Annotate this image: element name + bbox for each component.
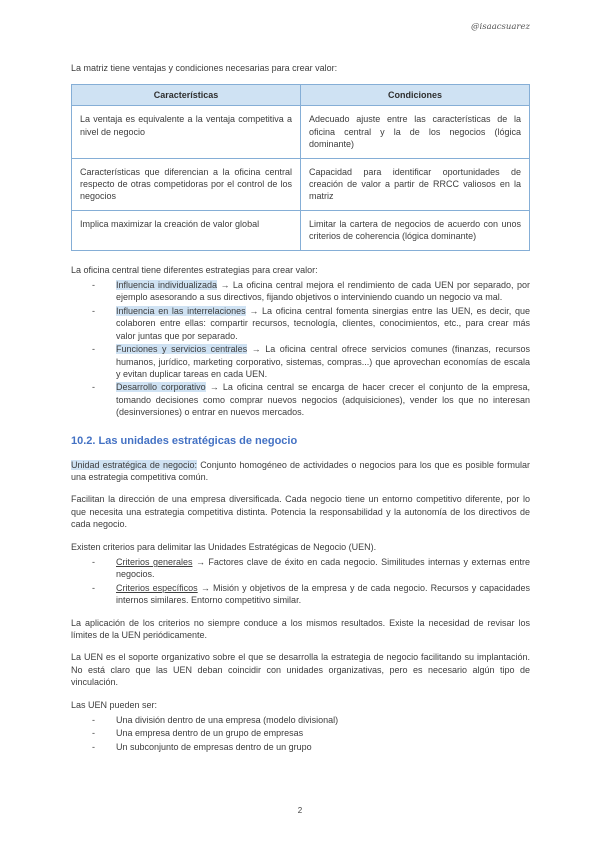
dash-marker: - (92, 728, 95, 739)
table-cell-condicion-3: Limitar la cartera de negocios de acuerdo con unos criterios de coherencia (lógica dominante) (301, 210, 530, 250)
dash-marker: - (92, 582, 95, 593)
dash-marker: - (92, 715, 95, 726)
strategy-text: La oficina central se encarga de hacer crecer el conjunto de la empresa, tomando decisiones como comprar nuevos negocios (adquisiciones), vender los que no interesan (desinversiones) o entrar en nuevos mercados. (116, 382, 530, 418)
criterio-item (86, 556, 530, 581)
table-cell-condicion-1: Adecuado ajuste entre las características de la oficina central y la de los negocios (lógica dominante) (301, 106, 530, 158)
arrow-glyph: → (209, 382, 219, 393)
page-number: 2 (297, 806, 303, 815)
strategies-lead: La oficina central tiene diferentes estrategias para crear valor: (71, 264, 318, 275)
arrow-glyph: → (220, 280, 230, 291)
column-header-caracteristicas: Características (72, 85, 301, 106)
dash-marker: - (92, 305, 95, 316)
column-header-condiciones: Condiciones (301, 85, 530, 106)
uen-type-item (86, 714, 530, 726)
section-heading: 10.2. Las unidades estratégicas de negocio (71, 434, 298, 447)
matrix-table (71, 84, 530, 250)
uen-type-item (86, 741, 530, 753)
definition-text: Conjunto homogéneo de actividades o negocios para los que es posible formular una estrategia competitiva común. (71, 459, 530, 482)
underlined-term: Criterios generales (116, 556, 193, 567)
uen-type-text: Un subconjunto de empresas dentro de un grupo (116, 741, 312, 752)
table-cell-caracteristica-3: Implica maximizar la creación de valor global (72, 210, 301, 250)
highlighted-term: Influencia individualizada (116, 280, 218, 291)
highlighted-term: Influencia en las interrelaciones (116, 305, 246, 316)
criterio-item (86, 582, 530, 607)
table-row (72, 158, 530, 210)
intro-paragraph: La matriz tiene ventajas y condiciones necesarias para crear valor: (71, 63, 338, 73)
arrow-glyph: → (251, 344, 261, 355)
strategy-text: La oficina central fomenta sinergias entre las UEN, es decir, que colaboren entre ellas: compartir recursos, tecnología, clientes, conocimientos, etc., para crear más valor juntas que por separado. (116, 305, 530, 341)
highlighted-term: Unidad estratégica de negocio: (71, 459, 198, 470)
pueden-ser-lead: Las UEN pueden ser: (71, 699, 158, 710)
author-handle: @isaacsuarez (471, 22, 530, 32)
definition-paragraph (71, 459, 530, 484)
uen-type-item (86, 727, 530, 739)
table-cell-caracteristica-2: Características que diferencian a la oficina central respecto de otras competidoras por el control de los negocios (72, 158, 301, 210)
table-cell-condicion-2: Capacidad para identificar oportunidades de creación de valor a partir de RRCC valiosos en la matriz (301, 158, 530, 210)
criterios-lead: Existen criterios para delimitar las Unidades Estratégicas de Negocio (UEN). (71, 541, 377, 552)
highlighted-term: Desarrollo corporativo (116, 382, 206, 393)
strategy-text: La oficina central ofrece servicios comunes (finanzas, recursos humanos, jurídico, marketing corporativo, sistemas, compras...) que aprovechan economías de escala y evitan duplicar tareas en cada UEN. (116, 344, 530, 379)
strategy-item (86, 381, 530, 418)
highlighted-term: Funciones y servicios centrales (116, 344, 248, 355)
strategy-item (86, 279, 530, 304)
criterio-text: Factores clave de éxito en cada negocio. Similitudes internas y externas entre negocios. (116, 556, 530, 580)
facilitan-paragraph: Facilitan la dirección de una empresa diversificada. Cada negocio tiene un entorno competitivo diferente, por lo que necesita una estrategia competitiva distinta. Potencia la responsabilidad y la autonomía de los directivos de cada negocio. (71, 494, 530, 530)
dash-marker: - (92, 344, 95, 355)
table-row (72, 106, 530, 158)
arrow-glyph: → (200, 582, 210, 593)
underlined-term: Criterios específicos (116, 582, 198, 593)
dash-marker: - (92, 280, 95, 291)
dash-marker: - (92, 556, 95, 567)
table-row (72, 210, 530, 250)
strategy-text: La oficina central mejora el rendimiento de cada UEN por separado, por ejemplo asesorando a sus directivos, fijando objetivos o interviniendo cuando un negocio va mal. (116, 280, 530, 303)
table-header-row (72, 85, 530, 106)
table-cell-caracteristica-1: La ventaja es equivalente a la ventaja competitiva a nivel de negocio (72, 106, 301, 158)
strategies-list (71, 279, 530, 418)
uen-types-list (71, 714, 530, 753)
arrow-glyph: → (195, 556, 205, 567)
strategy-item (86, 343, 530, 380)
criterio-text: Misión y objetivos de la empresa y de cada negocio. Recursos y capacidades internos similares. Entorno competitivo similar. (116, 582, 530, 606)
criterios-list (71, 556, 530, 607)
aplicacion-paragraph: La aplicación de los criterios no siempre conduce a los mismos resultados. Existe la necesidad de revisar los límites de la UEN periódicamente. (71, 617, 530, 640)
dash-marker: - (92, 382, 95, 393)
uen-type-text: Una empresa dentro de un grupo de empresas (116, 728, 304, 739)
strategy-item (86, 305, 530, 342)
soporte-paragraph: La UEN es el soporte organizativo sobre el que se desarrolla la estrategia de negocio facilitando su implantación. No está claro que las UEN deban coincidir con unidades organizativas, pero es necesario algún tipo de vinculación. (71, 652, 530, 688)
dash-marker: - (92, 741, 95, 752)
uen-type-text: Una división dentro de una empresa (modelo divisional) (116, 715, 339, 726)
arrow-glyph: → (249, 305, 259, 316)
